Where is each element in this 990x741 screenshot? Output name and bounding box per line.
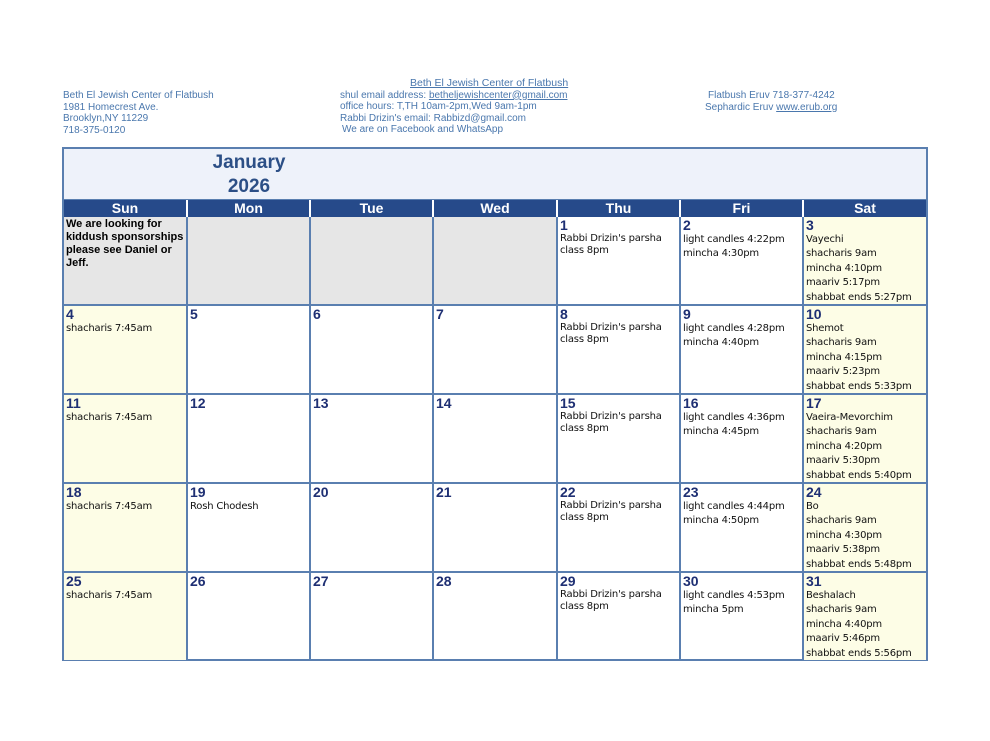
day-number: 6	[313, 306, 321, 322]
day-event: shacharis 9am	[806, 248, 877, 260]
day-cell	[311, 484, 434, 571]
empty-day-cell	[434, 217, 558, 304]
weekday-header-fri: Fri	[681, 200, 804, 217]
email-label: shul email address:	[340, 89, 429, 101]
day-event: shabbat ends 5:33pm	[806, 380, 912, 392]
day-number: 5	[190, 306, 198, 322]
day-cell	[558, 217, 681, 304]
day-event: shabbat ends 5:40pm	[806, 469, 912, 481]
day-event: maariv 5:23pm	[806, 366, 880, 378]
day-number: 23	[683, 484, 699, 500]
day-event: mincha 4:10pm	[806, 262, 882, 274]
day-number: 8	[560, 306, 568, 322]
day-number: 17	[806, 395, 822, 411]
day-number: 20	[313, 484, 329, 500]
sponsorship-note-cell	[64, 217, 188, 304]
social-info: We are on Facebook and WhatsApp	[342, 124, 504, 136]
day-cell	[188, 395, 311, 482]
day-number: 26	[190, 573, 206, 589]
day-event: shabbat ends 5:48pm	[806, 558, 912, 570]
header-contact	[340, 78, 568, 136]
day-cell	[681, 395, 804, 482]
day-cell	[804, 484, 926, 571]
week-row	[64, 217, 926, 304]
erub-link[interactable]: www.erub.org	[776, 101, 838, 113]
day-number: 12	[190, 395, 206, 411]
sponsorship-note: We are looking for kiddush sponsorships please see Daniel or Jeff.	[66, 218, 184, 269]
day-event: mincha 4:15pm	[806, 351, 882, 363]
sephardic-eruv-label: Sephardic Eruv	[705, 101, 777, 113]
day-number: 27	[313, 573, 329, 589]
day-number: 11	[66, 395, 81, 411]
day-event: shabbat ends 5:27pm	[806, 291, 912, 303]
header-eruv	[705, 90, 837, 113]
day-event: shacharis 9am	[806, 515, 877, 527]
day-event: light candles 4:28pm	[683, 323, 785, 334]
day-number: 13	[313, 395, 329, 411]
day-cell	[188, 573, 311, 660]
day-event: shacharis 7:45am	[66, 412, 153, 423]
email-link[interactable]: betheljewishcenter@gmail.com	[428, 89, 568, 101]
day-event: shacharis 7:45am	[66, 323, 153, 334]
day-number: 25	[66, 573, 82, 589]
day-cell	[188, 306, 311, 393]
month-year-label	[194, 151, 304, 199]
week-row	[64, 571, 926, 660]
day-number: 28	[436, 573, 452, 589]
day-cell	[558, 306, 681, 393]
day-cell	[434, 306, 558, 393]
day-event: mincha 4:40pm	[806, 618, 882, 630]
day-cell	[804, 573, 926, 660]
day-event: mincha 4:20pm	[806, 440, 882, 452]
day-event: Rabbi Drizin's parsha class 8pm	[560, 322, 662, 345]
day-event: Beshalach	[806, 590, 856, 601]
day-event: shacharis 9am	[806, 426, 877, 438]
day-cell	[434, 395, 558, 482]
weekday-header-row	[64, 200, 926, 217]
day-number: 21	[436, 484, 452, 500]
day-cell	[681, 484, 804, 571]
day-number: 15	[560, 395, 576, 411]
day-cell	[558, 573, 681, 660]
day-cell	[64, 395, 188, 482]
office-hours: office hours: T,TH 10am-2pm,Wed 9am-1pm	[340, 101, 537, 113]
day-event: shacharis 7:45am	[66, 590, 153, 601]
day-event: shacharis 9am	[806, 604, 877, 616]
day-event: mincha 4:45pm	[683, 426, 759, 438]
empty-day-cell	[188, 217, 311, 304]
day-number: 4	[66, 306, 74, 322]
day-event: mincha 4:40pm	[683, 337, 759, 349]
day-event: Rabbi Drizin's parsha class 8pm	[560, 500, 662, 523]
day-cell	[64, 484, 188, 571]
city-state-zip: Brooklyn,NY 11229	[63, 113, 149, 125]
day-cell	[188, 484, 311, 571]
day-cell	[434, 484, 558, 571]
day-number: 10	[806, 306, 822, 322]
weekday-header-tue: Tue	[311, 200, 434, 217]
day-event: Vayechi	[806, 234, 844, 245]
week-row	[64, 304, 926, 393]
day-number: 19	[190, 484, 206, 500]
day-event: Bo	[806, 501, 819, 512]
day-event: light candles 4:44pm	[683, 501, 785, 512]
day-event: Rosh Chodesh	[190, 501, 259, 512]
day-event: maariv 5:17pm	[806, 277, 880, 289]
day-number: 3	[806, 217, 814, 233]
month-name: January	[212, 152, 286, 173]
day-number: 7	[436, 306, 444, 322]
day-number: 22	[560, 484, 576, 500]
day-cell	[311, 306, 434, 393]
day-event: mincha 5pm	[683, 604, 744, 616]
day-event: light candles 4:36pm	[683, 412, 785, 423]
year: 2026	[227, 176, 271, 197]
weekday-header-mon: Mon	[188, 200, 311, 217]
day-cell	[804, 306, 926, 393]
day-cell	[804, 395, 926, 482]
weekday-header-thu: Thu	[558, 200, 681, 217]
day-event: maariv 5:46pm	[806, 633, 880, 645]
day-cell	[311, 573, 434, 660]
day-event: maariv 5:38pm	[806, 544, 880, 556]
day-number: 2	[683, 217, 691, 233]
day-number: 24	[806, 484, 822, 500]
day-cell	[64, 306, 188, 393]
day-number: 30	[683, 573, 699, 589]
shul-name: Beth El Jewish Center of Flatbush	[63, 90, 214, 101]
weekday-header-sat: Sat	[804, 200, 926, 217]
week-row	[64, 482, 926, 571]
day-cell	[681, 306, 804, 393]
street-address: 1981 Homecrest Ave.	[63, 101, 159, 113]
calendar-grid	[64, 217, 926, 660]
day-number: 1	[560, 217, 568, 233]
week-row	[64, 393, 926, 482]
day-cell	[681, 573, 804, 660]
day-number: 31	[806, 573, 822, 589]
weekday-header-sun: Sun	[64, 200, 188, 217]
day-event: Shemot	[806, 323, 844, 334]
header-title-link[interactable]: Beth El Jewish Center of Flatbush	[410, 77, 569, 89]
day-number: 14	[436, 395, 452, 411]
day-event: Rabbi Drizin's parsha class 8pm	[560, 589, 662, 612]
day-number: 18	[66, 484, 82, 500]
day-event: Rabbi Drizin's parsha class 8pm	[560, 233, 662, 256]
day-event: light candles 4:53pm	[683, 590, 785, 601]
header-address	[63, 90, 214, 136]
day-event: Rabbi Drizin's parsha class 8pm	[560, 411, 662, 434]
flatbush-eruv: Flatbush Eruv 718-377-4242	[708, 90, 835, 101]
day-event: mincha 4:30pm	[806, 529, 882, 541]
empty-day-cell	[311, 217, 434, 304]
day-event: mincha 4:30pm	[683, 248, 759, 260]
day-cell	[804, 217, 926, 304]
day-event: shacharis 9am	[806, 337, 877, 349]
day-event: maariv 5:30pm	[806, 455, 880, 467]
day-cell	[681, 217, 804, 304]
day-cell	[434, 573, 558, 660]
day-event: shacharis 7:45am	[66, 501, 153, 512]
day-event: shabbat ends 5:56pm	[806, 647, 912, 659]
day-number: 16	[683, 395, 699, 411]
day-cell	[64, 573, 188, 660]
rabbi-email: Rabbi Drizin's email: Rabbizd@gmail.com	[340, 112, 527, 124]
day-event: mincha 4:50pm	[683, 515, 759, 527]
day-event: Vaeira-Mevorchim	[806, 412, 893, 423]
calendar	[62, 147, 928, 661]
day-cell	[558, 484, 681, 571]
day-cell	[311, 395, 434, 482]
calendar-title-bar	[64, 149, 926, 200]
weekday-header-wed: Wed	[434, 200, 558, 217]
day-cell	[558, 395, 681, 482]
phone-number: 718-375-0120	[63, 124, 126, 136]
day-event: light candles 4:22pm	[683, 234, 785, 245]
day-number: 29	[560, 573, 576, 589]
day-number: 9	[683, 306, 691, 322]
